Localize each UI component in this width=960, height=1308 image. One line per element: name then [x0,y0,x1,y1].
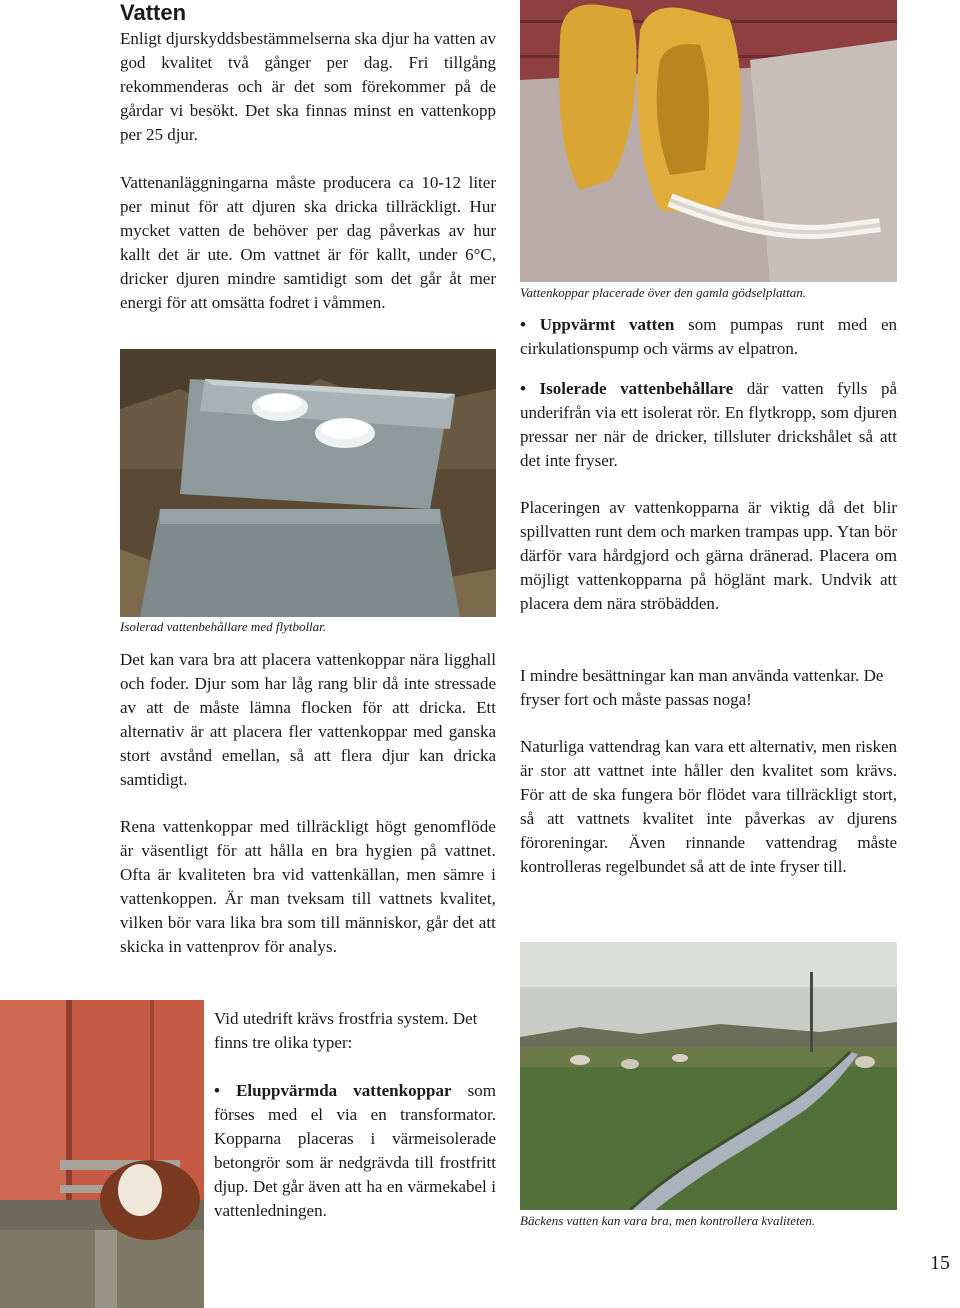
paragraph-hygiene: Rena vattenkoppar med tillräckligt högt genomflöde är väsentligt för att hålla en bra hygien på vattnet. Ofta är kvaliteten bra vid vattenkällan, men sämre i vattenkoppen. Är man tveksam till vattnets kvalitet, vilken bör vara lika bra som till människor, går det att skicka in vattenprov för analys. [120,817,496,956]
caption-stream: Bäckens vatten kan vara bra, men kontrollera kvaliteten. [520,1213,816,1228]
section-heading: Vatten [120,0,187,25]
paragraph-placement: Det kan vara bra att placera vattenkoppar nära ligghall och foder. Djur som har låg rang blir då inte stressade av att de måste lämna flocken för att dricka. Ett alternativ är att placera fler vattenkoppar med ganska stort avstånd emellan, så att flera djur kan dricka samtidigt. [120,650,496,789]
paragraph-troughs: I mindre besättningar kan man använda vattenkar. De fryser fort och måste passas noga! [520,666,884,709]
bullet-symbol: • [520,315,526,334]
bullet-text: som förses med el via en transformator. Kopparna placeras i värmeisolerade betongrör som är nedgrävda till frostfritt djup. Det går även att ha en värmekabel i vattenledningen. [214,1081,496,1220]
caption-water-cups: Vattenkoppar placerade över den gamla gödselplattan. [520,285,806,300]
bullet-title: Uppvärmt vatten [539,315,675,334]
bullet-text: där vatten fylls på underifrån via ett isolerat rör. En flytkropp, som djuren pressar ner när de dricker, tillsluter drickshålet så att det inte fryser. [520,379,897,470]
bullet-symbol: • [214,1081,220,1100]
photo-barn-cow [0,1000,204,1308]
photo-stream [520,942,897,1210]
paragraph-intro: Enligt djurskyddsbestämmelserna ska djur ha vatten av god kvalitet två gånger per dag. Fri tillgång rekommenderas och är det som förekommer på de gårdar vi besökt. Det ska finnas minst en vattenkopp per 25 djur. [120,29,496,144]
bullet-text: som pumpas runt med en cirkulationspump och värms av elpatron. [520,315,897,358]
page-number: 15 [930,1252,950,1274]
paragraph-outdoor: Vid utedrift krävs frostfria system. Det finns tre olika typer: [214,1009,478,1052]
bullet-heated-water [520,313,897,361]
bullet-heated-cups [214,1079,496,1223]
photo-water-cups [520,0,897,282]
paragraph-natural-water: Naturliga vattendrag kan vara ett alternativ, men risken är stor att vattnet inte håller den kvalitet som krävs. För att de ska fungera bör flödet vara tillräckligt stort, så att vattnets kvalitet inte påverkas av djurens föroreningar. Även rinnande vattendrag måste kontrolleras regelbundet så att de inte fryser till. [520,737,897,876]
paragraph-cup-placement: Placeringen av vattenkopparna är viktig då det blir spillvatten runt dem och marken trampas upp. Ytan bör därför vara hårdgjord och gärna dränerad. Placera om möjligt vattenkopparna på höglänt mark. Undvik att placera dem nära ströbädden. [520,498,897,613]
paragraph-flow-rate: Vattenanläggningarna måste producera ca 10-12 liter per minut för att djuren ska dricka tillräckligt. Hur mycket vatten de behöver per dag påverkas av hur kallt det är ute. Om vattnet är för kallt, under 6°C, dricker djuren mindre samtidigt som det går åt mer energi för att omsätta fodret i våmmen. [120,173,496,312]
photo-insulated-tank [120,349,496,617]
bullet-symbol: • [520,379,526,398]
bullet-title: Isolerade vattenbehållare [539,379,734,398]
caption-insulated-tank: Isolerad vattenbehållare med flytbollar. [120,619,327,634]
bullet-title: Eluppvärmda vattenkoppar [236,1081,452,1100]
bullet-insulated-tanks [520,377,897,473]
